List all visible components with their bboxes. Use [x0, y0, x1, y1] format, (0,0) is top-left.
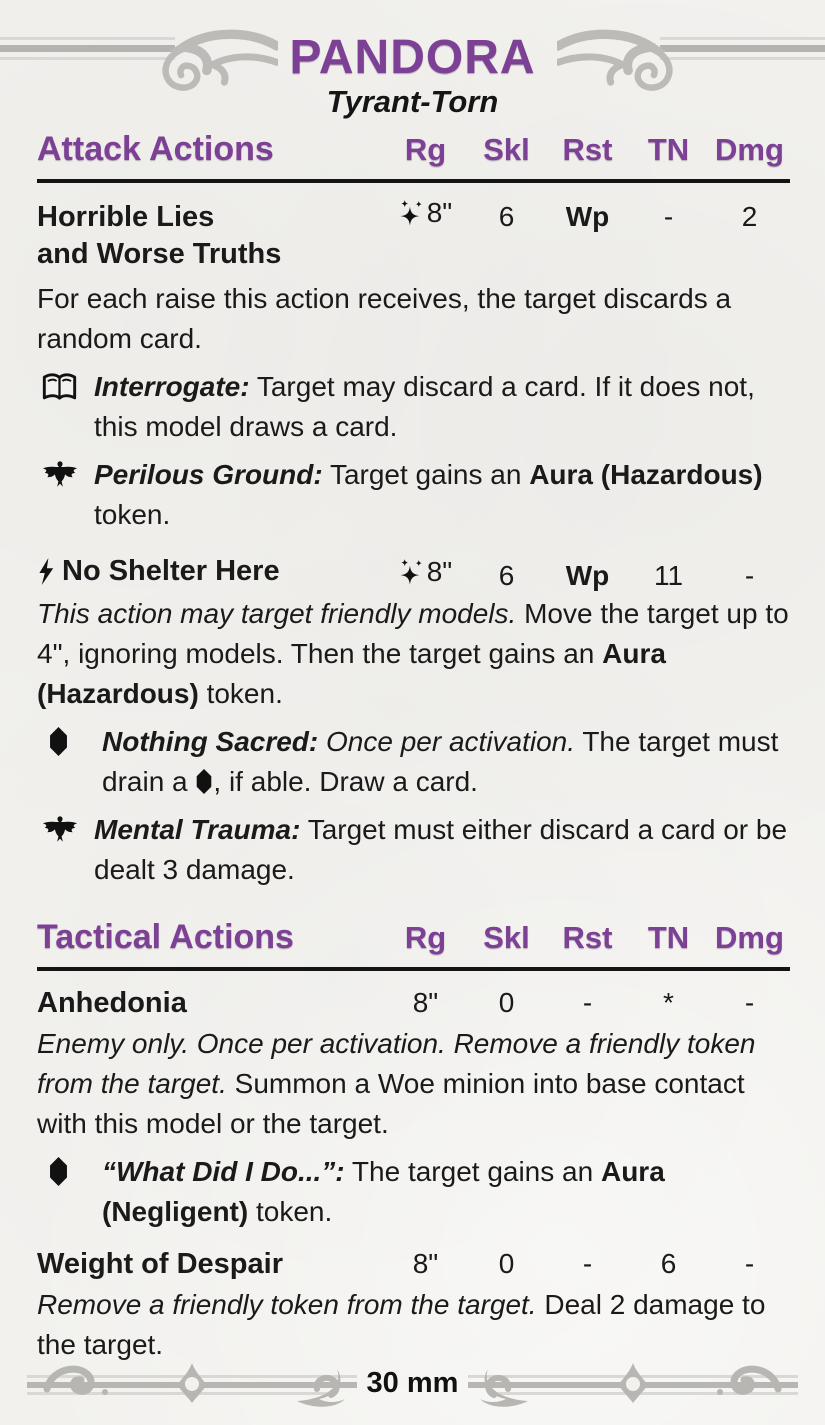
stat-dmg: 2 [741, 201, 758, 232]
stat-tn: 6 [660, 1248, 677, 1279]
column-header-dmg: Dmg [715, 920, 784, 955]
stat-rg-value: 8" [426, 197, 453, 228]
crow-icon [37, 810, 94, 890]
stat-skl: 6 [498, 560, 515, 591]
sparkles-ranged-icon [399, 200, 425, 226]
action-description [37, 1285, 790, 1365]
card-body [0, 130, 825, 1365]
trigger-name: Interrogate: [94, 371, 250, 402]
column-header-rg: Rg [404, 920, 447, 955]
gem-token-icon [196, 769, 212, 794]
description-text: Move the target up to 4", ignoring models. Then the target gains an [37, 598, 789, 669]
trigger-effect: , if able. Draw a card. [213, 766, 478, 797]
action-name-text: Anhedonia [37, 987, 187, 1019]
action-name [37, 1246, 385, 1283]
lightning-bonus-icon [37, 558, 55, 585]
action-description: For each raise this action receives, the target discards a random card. [37, 283, 732, 354]
description-restriction: Remove a friendly token from the target. [37, 1289, 537, 1320]
sparkles-ranged-icon [399, 559, 425, 585]
footer-ornament-right [468, 1359, 798, 1407]
card-footer [0, 1359, 825, 1407]
gem-token-icon [37, 1152, 102, 1232]
description-text: token. [198, 678, 283, 709]
trigger-restriction: Once per activation. [318, 726, 576, 757]
stat-rg-value: 8" [426, 556, 453, 587]
action-name [37, 553, 385, 590]
stat-dmg: - [744, 1248, 755, 1279]
trigger-name: Perilous Ground: [94, 459, 323, 490]
trigger-effect-bold: Aura (Hazardous) [529, 459, 763, 490]
stat-skl: 0 [498, 1248, 515, 1279]
trigger-what-did-i-do [37, 1152, 790, 1232]
stat-tn: * [663, 987, 674, 1018]
stat-rg [385, 556, 466, 588]
trigger-nothing-sacred [37, 722, 790, 802]
description-restriction: Enemy only. Once per activation. Remove a friendly token from the target. [37, 1028, 756, 1099]
section-heading-attack: Attack Actions [37, 130, 274, 168]
trigger-effect: token. [94, 499, 171, 530]
section-heading-tactical: Tactical Actions [37, 918, 294, 956]
trigger-effect: Target gains an [322, 459, 530, 490]
column-header-rg: Rg [404, 132, 447, 167]
action-anhedonia [37, 985, 790, 1022]
stat-dmg: - [744, 987, 755, 1018]
action-name-text: Weight of Despair [37, 1248, 283, 1280]
action-horrible-lies [37, 197, 790, 236]
trigger-mental-trauma [37, 810, 790, 890]
action-name [37, 985, 385, 1022]
trigger-text [102, 1152, 790, 1232]
column-header-skl: Skl [483, 132, 530, 167]
action-name-text: Horrible Lies [37, 201, 215, 233]
trigger-name: Mental Trauma: [94, 814, 301, 845]
description-text: Deal 2 damage to the target. [37, 1289, 766, 1360]
gem-token-icon [37, 722, 102, 802]
action-name-text: No Shelter Here [62, 555, 280, 587]
stat-tn: 11 [653, 560, 684, 591]
trigger-text [94, 810, 790, 890]
stat-dmg: - [744, 560, 755, 591]
trigger-name: “What Did I Do...”: [102, 1156, 345, 1187]
action-description [37, 1024, 790, 1144]
column-header-rst: Rst [562, 920, 613, 955]
trigger-effect: The target gains an [344, 1156, 601, 1187]
trigger-effect: Target may discard a card. If it does not, this model draws a card. [94, 371, 755, 442]
base-size-label: 30 mm [366, 1366, 459, 1399]
header-rule [37, 179, 790, 183]
trigger-effect: Target must either discard a card or be dealt 3 damage. [94, 814, 788, 885]
footer-ornament-left [27, 1359, 357, 1407]
trigger-interrogate [37, 367, 790, 447]
trigger-text [94, 455, 790, 535]
column-header-tn: TN [647, 920, 690, 955]
card-header [0, 0, 825, 126]
stat-rg: 8" [412, 987, 439, 1018]
description-restriction: This action may target friendly models. [37, 598, 517, 629]
trigger-effect: token. [248, 1196, 333, 1227]
header-rule [37, 967, 790, 971]
stat-rst: Wp [565, 560, 610, 591]
stat-rst: - [582, 987, 593, 1018]
trigger-effect-bold: Aura (Negligent) [102, 1156, 665, 1227]
trigger-effect: The target must drain a [102, 726, 779, 797]
attack-section-header [37, 130, 790, 169]
action-name-line2: and Worse Truths [37, 238, 282, 270]
trigger-text [102, 722, 790, 802]
trigger-text [94, 367, 790, 447]
action-weight-of-despair [37, 1246, 790, 1283]
crow-icon [37, 455, 94, 535]
description-text: Summon a Woe minion into base contact with this model or the target. [37, 1068, 745, 1139]
action-no-shelter-here [37, 553, 790, 592]
stat-rst: - [582, 1248, 593, 1279]
column-header-dmg: Dmg [715, 132, 784, 167]
card-title: PANDORA [289, 31, 536, 84]
stat-rg [385, 197, 466, 229]
trigger-name: Nothing Sacred: [102, 726, 319, 757]
stat-tn: - [663, 201, 674, 232]
column-header-rst: Rst [562, 132, 613, 167]
column-header-skl: Skl [483, 920, 530, 955]
open-book-icon [37, 367, 94, 447]
action-description [37, 594, 790, 714]
description-bold: Aura (Hazardous) [37, 638, 666, 709]
stat-skl: 0 [498, 987, 515, 1018]
stat-rst: Wp [565, 201, 610, 232]
tactical-section-header [37, 918, 790, 957]
stat-rg: 8" [412, 1248, 439, 1279]
column-header-tn: TN [647, 132, 690, 167]
card-subtitle: Tyrant-Torn [326, 84, 499, 119]
action-name [37, 199, 385, 236]
stat-skl: 6 [498, 201, 515, 232]
trigger-perilous-ground [37, 455, 790, 535]
